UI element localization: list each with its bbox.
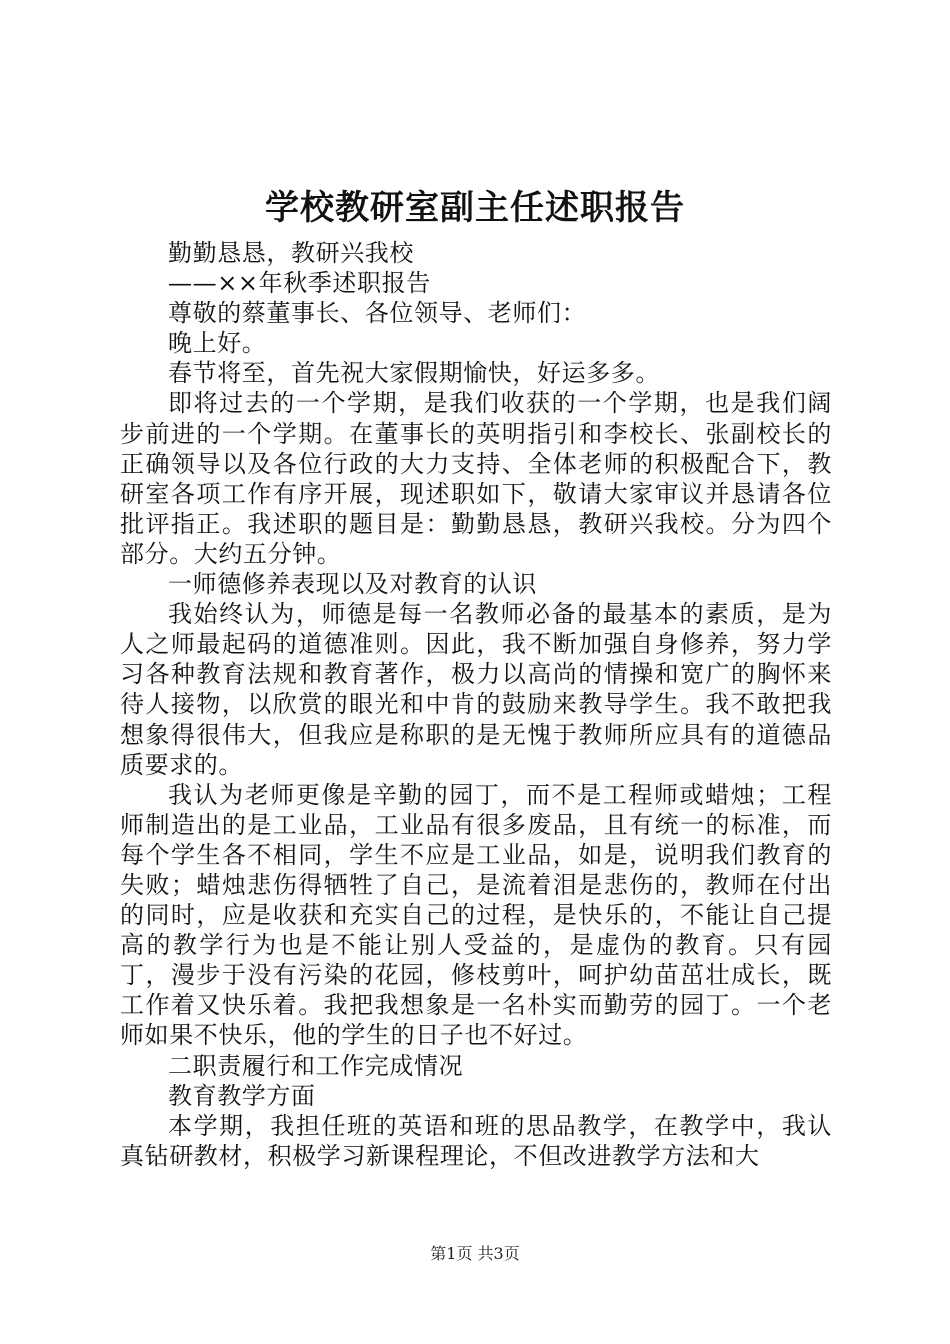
holiday-wishes: 春节将至，首先祝大家假期愉快，好运多多。 <box>168 359 660 388</box>
report-subtitle: ——××年秋季述职报告 <box>168 269 431 298</box>
body-paragraph: 我认为老师更像是辛勤的园丁，而不是工程师或蜡烛；工程师制造出的是工业品，工业品有很多废品，且有统一的标准，而每个学生各不相同，学生不应是工业品，如是，说明我们教育的失败；蜡烛悲伤得牺牲了自己，是流着泪是悲伤的，教师在付出的同时，应是收获和充实自己的过程，是快乐的，不能让自己提高的教学行为也是不能让别人受益的，是虚伪的教育。只有园丁，漫步于没有污染的花园，修枝剪叶，呵护幼苗茁壮成长，既工作着又快乐着。我把我想象是一名朴实而勤劳的园丁。一个老师如果不快乐，他的学生的日子也不好过。 <box>120 780 832 1050</box>
body-paragraph: 我始终认为，师德是每一名教师必备的最基本的素质，是为人之师最起码的道德准则。因此，我不断加强自身修养，努力学习各种教育法规和教育著作，极力以高尚的情操和宽广的胸怀来待人接物，以欣赏的眼光和中肯的鼓励来教导学生。我不敢把我想象得很伟大，但我应是称职的是无愧于教师所应具有的道德品质要求的。 <box>120 600 832 779</box>
body-paragraph: 本学期，我担任班的英语和班的思品教学，在教学中，我认真钻研教材，积极学习新课程理论，不但改进教学方法和大 <box>120 1111 832 1170</box>
subsection-heading: 教育教学方面 <box>168 1081 316 1110</box>
page-footer: 第1页 共3页 <box>430 1244 520 1263</box>
salutation: 尊敬的蔡董事长、各位领导、老师们： <box>168 299 587 328</box>
subtitle-line: 勤勤恳恳，教研兴我校 <box>168 239 414 267</box>
section-heading-2: 二职责履行和工作完成情况 <box>168 1051 464 1080</box>
section-heading-1: 一师德修养表现以及对教育的认识 <box>168 570 537 599</box>
intro-paragraph: 即将过去的一个学期，是我们收获的一个学期，也是我们阔步前进的一个学期。在董事长的英明指引和李校长、张副校长的正确领导以及各位行政的大力支持、全体老师的积极配合下，教研室各项工作有序开展，现述职如下，敬请大家审议并恳请各位批评指正。我述职的题目是：勤勤恳恳，教研兴我校。分为四个部分。大约五分钟。 <box>120 389 832 568</box>
document-title: 学校教研室副主任述职报告 <box>265 188 685 228</box>
greeting: 晚上好。 <box>168 329 267 358</box>
document-body <box>120 238 832 1171</box>
